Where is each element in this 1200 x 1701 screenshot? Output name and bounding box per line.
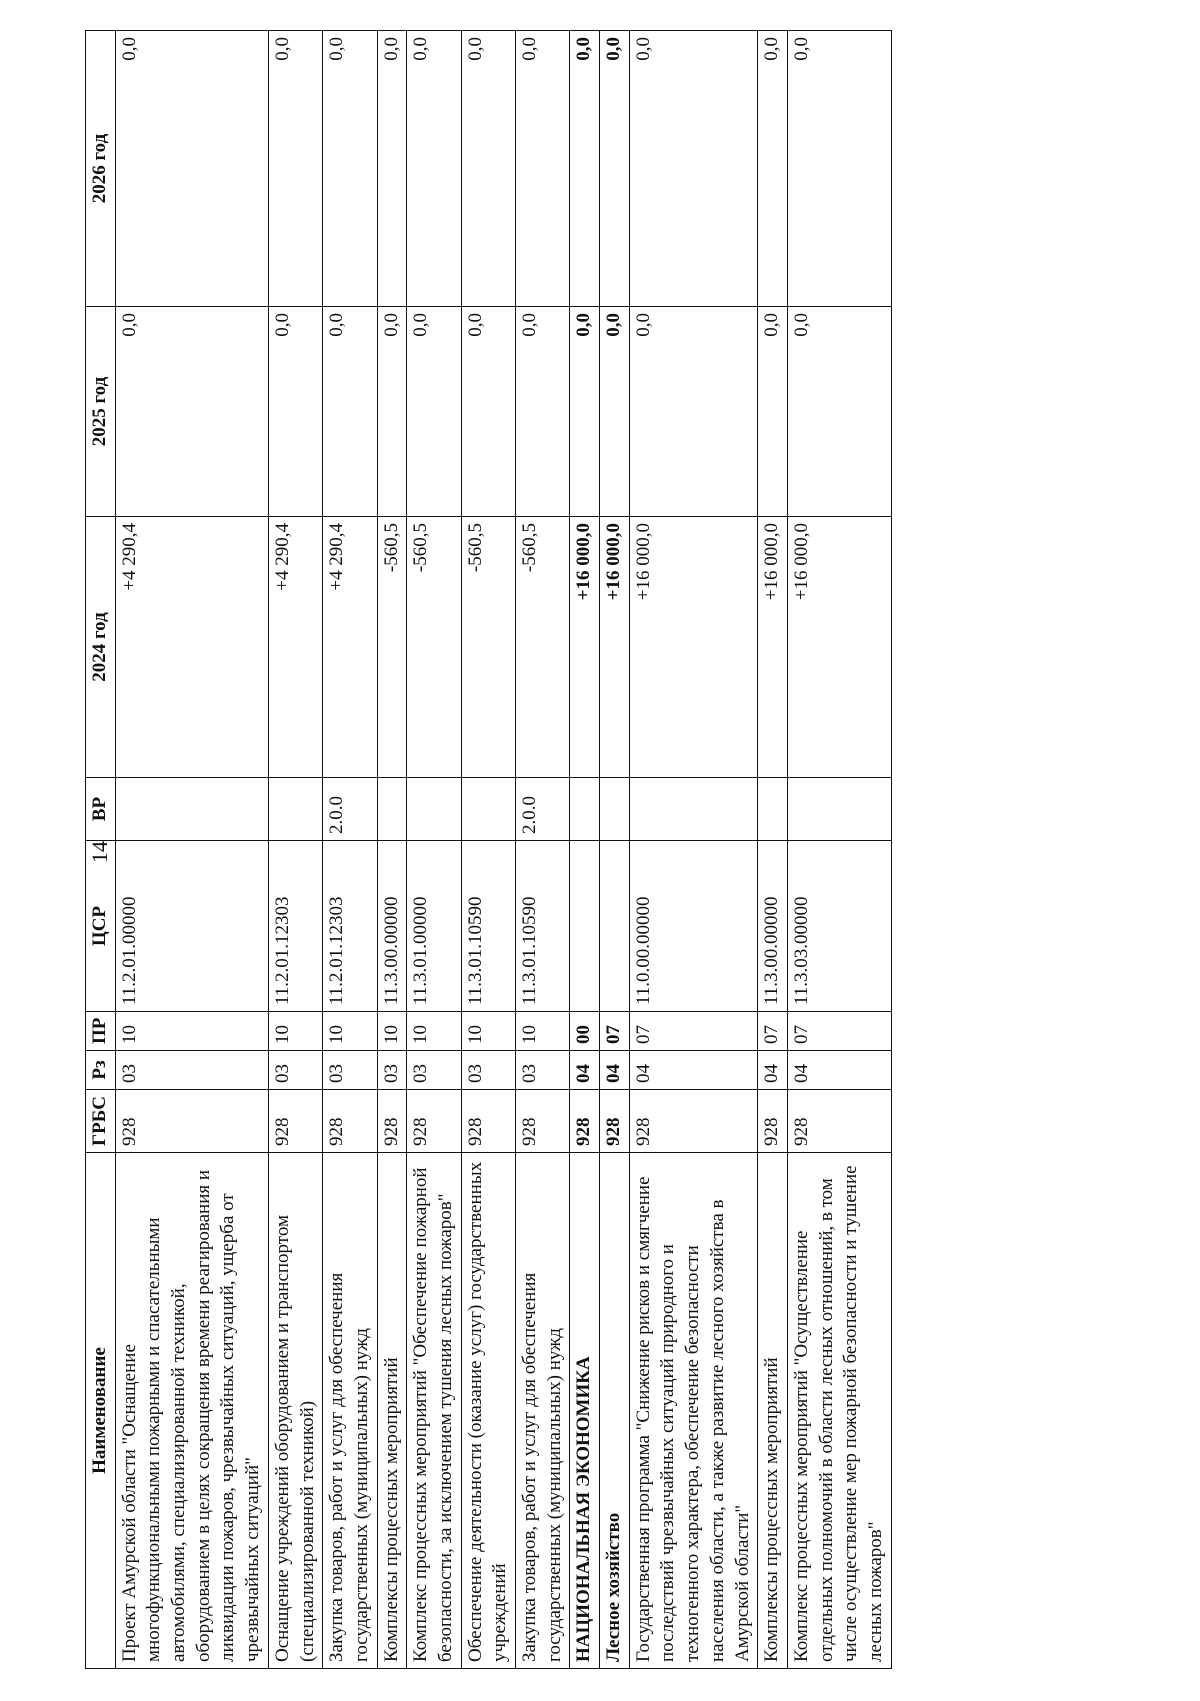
table-header-row bbox=[86, 31, 116, 1669]
table-row bbox=[268, 31, 322, 1669]
cell-name: Закупка товаров, работ и услуг для обеспечения государственных (муниципальных) нужд bbox=[516, 1153, 570, 1669]
cell-2025: 0,0 bbox=[377, 307, 407, 517]
column-header-rz: Рз bbox=[86, 1051, 116, 1090]
table-row bbox=[787, 31, 891, 1669]
cell-pr: 07 bbox=[758, 1012, 788, 1051]
cell-vr bbox=[758, 778, 788, 841]
cell-name: НАЦИОНАЛЬНАЯ ЭКОНОМИКА bbox=[570, 1153, 600, 1669]
column-header-csr: ЦСР bbox=[86, 841, 116, 1012]
table-row bbox=[570, 31, 600, 1669]
cell-name: Государственная программа "Снижение рисков и смягчение последствий чрезвычайных ситуаций природного и техногенного характера, обеспечение безопасности населения области, а также развитие лесного хозяйства в Амурской области" bbox=[629, 1153, 757, 1669]
cell-2024: +4 290,4 bbox=[323, 517, 377, 778]
cell-pr: 10 bbox=[268, 1012, 322, 1051]
cell-vr bbox=[570, 778, 600, 841]
cell-rz: 03 bbox=[115, 1051, 268, 1090]
cell-csr: 11.3.01.10590 bbox=[461, 841, 515, 1012]
cell-2026: 0,0 bbox=[516, 31, 570, 307]
cell-2025: 0,0 bbox=[570, 307, 600, 517]
cell-grbs: 928 bbox=[516, 1090, 570, 1153]
table-row bbox=[377, 31, 407, 1669]
cell-2025: 0,0 bbox=[600, 307, 630, 517]
cell-rz: 03 bbox=[461, 1051, 515, 1090]
cell-vr bbox=[377, 778, 407, 841]
cell-name: Закупка товаров, работ и услуг для обеспечения государственных (муниципальных) нужд bbox=[323, 1153, 377, 1669]
column-header-grbs: ГРБС bbox=[86, 1090, 116, 1153]
cell-name: Оснащение учреждений оборудованием и транспортом (специализированной техникой) bbox=[268, 1153, 322, 1669]
budget-table bbox=[85, 30, 892, 1669]
cell-2024: +16 000,0 bbox=[600, 517, 630, 778]
cell-rz: 03 bbox=[268, 1051, 322, 1090]
table-row bbox=[629, 31, 757, 1669]
cell-vr bbox=[407, 778, 461, 841]
cell-csr bbox=[600, 841, 630, 1012]
cell-2024: +16 000,0 bbox=[787, 517, 891, 778]
cell-2025: 0,0 bbox=[461, 307, 515, 517]
cell-rz: 03 bbox=[516, 1051, 570, 1090]
cell-csr: 11.3.00.00000 bbox=[377, 841, 407, 1012]
cell-rz: 04 bbox=[787, 1051, 891, 1090]
cell-pr: 10 bbox=[323, 1012, 377, 1051]
cell-csr bbox=[570, 841, 600, 1012]
cell-2026: 0,0 bbox=[268, 31, 322, 307]
cell-2026: 0,0 bbox=[629, 31, 757, 307]
cell-2024: +16 000,0 bbox=[570, 517, 600, 778]
cell-2024: +16 000,0 bbox=[629, 517, 757, 778]
table-row bbox=[600, 31, 630, 1669]
cell-grbs: 928 bbox=[461, 1090, 515, 1153]
cell-2024: -560,5 bbox=[377, 517, 407, 778]
cell-vr bbox=[461, 778, 515, 841]
cell-grbs: 928 bbox=[787, 1090, 891, 1153]
cell-pr: 10 bbox=[407, 1012, 461, 1051]
cell-2026: 0,0 bbox=[787, 31, 891, 307]
cell-pr: 10 bbox=[377, 1012, 407, 1051]
table-row bbox=[516, 31, 570, 1669]
cell-2025: 0,0 bbox=[516, 307, 570, 517]
cell-2025: 0,0 bbox=[268, 307, 322, 517]
cell-vr bbox=[787, 778, 891, 841]
column-header-2026: 2026 год bbox=[86, 31, 116, 307]
column-header-2025: 2025 год bbox=[86, 307, 116, 517]
table-row bbox=[407, 31, 461, 1669]
table-row bbox=[115, 31, 268, 1669]
cell-2024: -560,5 bbox=[407, 517, 461, 778]
rotated-table-wrapper bbox=[85, 31, 1115, 1669]
column-header-2024: 2024 год bbox=[86, 517, 116, 778]
cell-2024: +16 000,0 bbox=[758, 517, 788, 778]
cell-grbs: 928 bbox=[629, 1090, 757, 1153]
cell-2026: 0,0 bbox=[570, 31, 600, 307]
cell-2026: 0,0 bbox=[461, 31, 515, 307]
cell-csr: 11.2.01.00000 bbox=[115, 841, 268, 1012]
cell-pr: 07 bbox=[629, 1012, 757, 1051]
cell-grbs: 928 bbox=[758, 1090, 788, 1153]
cell-rz: 04 bbox=[570, 1051, 600, 1090]
cell-2026: 0,0 bbox=[323, 31, 377, 307]
cell-2026: 0,0 bbox=[407, 31, 461, 307]
cell-rz: 04 bbox=[758, 1051, 788, 1090]
column-header-pr: ПР bbox=[86, 1012, 116, 1051]
cell-pr: 07 bbox=[787, 1012, 891, 1051]
cell-name: Комплекс процессных мероприятий "Осуществление отдельных полномочий в области лесных отношений, в том числе осуществление мер пожарной безопасности и тушение лесных пожаров" bbox=[787, 1153, 891, 1669]
cell-name: Обеспечение деятельности (оказание услуг) государственных учреждений bbox=[461, 1153, 515, 1669]
cell-2024: +4 290,4 bbox=[115, 517, 268, 778]
cell-pr: 00 bbox=[570, 1012, 600, 1051]
cell-csr: 11.3.01.10590 bbox=[516, 841, 570, 1012]
table-row bbox=[323, 31, 377, 1669]
cell-vr bbox=[629, 778, 757, 841]
cell-grbs: 928 bbox=[570, 1090, 600, 1153]
cell-name: Комплексы процессных мероприятий bbox=[377, 1153, 407, 1669]
cell-name: Комплексы процессных мероприятий bbox=[758, 1153, 788, 1669]
cell-2025: 0,0 bbox=[323, 307, 377, 517]
cell-2025: 0,0 bbox=[787, 307, 891, 517]
cell-2025: 0,0 bbox=[115, 307, 268, 517]
cell-2026: 0,0 bbox=[377, 31, 407, 307]
cell-csr: 11.2.01.12303 bbox=[268, 841, 322, 1012]
cell-rz: 03 bbox=[323, 1051, 377, 1090]
cell-vr bbox=[115, 778, 268, 841]
column-header-name: Наименование bbox=[86, 1153, 116, 1669]
cell-csr: 11.3.01.00000 bbox=[407, 841, 461, 1012]
cell-csr: 11.3.00.00000 bbox=[758, 841, 788, 1012]
cell-grbs: 928 bbox=[600, 1090, 630, 1153]
column-header-vr: ВР bbox=[86, 778, 116, 841]
cell-2025: 0,0 bbox=[758, 307, 788, 517]
cell-pr: 10 bbox=[461, 1012, 515, 1051]
cell-name: Проект Амурской области "Оснащение многофункциональными пожарными и спасательными автомобилями, специализированной техникой, оборудованием в целях сокращения времени реагирования и ликвидации пожаров, чрезвычайных ситуаций, ущерба от чрезвычайных ситуаций" bbox=[115, 1153, 268, 1669]
table-row bbox=[758, 31, 788, 1669]
cell-pr: 10 bbox=[115, 1012, 268, 1051]
cell-grbs: 928 bbox=[268, 1090, 322, 1153]
page-number: 14 bbox=[87, 841, 112, 863]
cell-rz: 04 bbox=[629, 1051, 757, 1090]
cell-grbs: 928 bbox=[377, 1090, 407, 1153]
cell-2024: -560,5 bbox=[461, 517, 515, 778]
cell-2025: 0,0 bbox=[629, 307, 757, 517]
cell-rz: 04 bbox=[600, 1051, 630, 1090]
cell-2026: 0,0 bbox=[115, 31, 268, 307]
cell-name: Лесное хозяйство bbox=[600, 1153, 630, 1669]
cell-2025: 0,0 bbox=[407, 307, 461, 517]
cell-name: Комплекс процессных мероприятий "Обеспечение пожарной безопасности, за исключением тушения лесных пожаров" bbox=[407, 1153, 461, 1669]
cell-vr: 2.0.0 bbox=[323, 778, 377, 841]
cell-vr bbox=[600, 778, 630, 841]
cell-2024: +4 290,4 bbox=[268, 517, 322, 778]
table-body bbox=[115, 31, 891, 1669]
cell-rz: 03 bbox=[407, 1051, 461, 1090]
cell-2024: -560,5 bbox=[516, 517, 570, 778]
cell-pr: 07 bbox=[600, 1012, 630, 1051]
cell-csr: 11.2.01.12303 bbox=[323, 841, 377, 1012]
table-row bbox=[461, 31, 515, 1669]
cell-csr: 11.0.00.00000 bbox=[629, 841, 757, 1012]
cell-2026: 0,0 bbox=[758, 31, 788, 307]
cell-grbs: 928 bbox=[407, 1090, 461, 1153]
cell-vr: 2.0.0 bbox=[516, 778, 570, 841]
cell-pr: 10 bbox=[516, 1012, 570, 1051]
cell-grbs: 928 bbox=[323, 1090, 377, 1153]
cell-2026: 0,0 bbox=[600, 31, 630, 307]
cell-vr bbox=[268, 778, 322, 841]
cell-rz: 03 bbox=[377, 1051, 407, 1090]
cell-csr: 11.3.03.00000 bbox=[787, 841, 891, 1012]
cell-grbs: 928 bbox=[115, 1090, 268, 1153]
